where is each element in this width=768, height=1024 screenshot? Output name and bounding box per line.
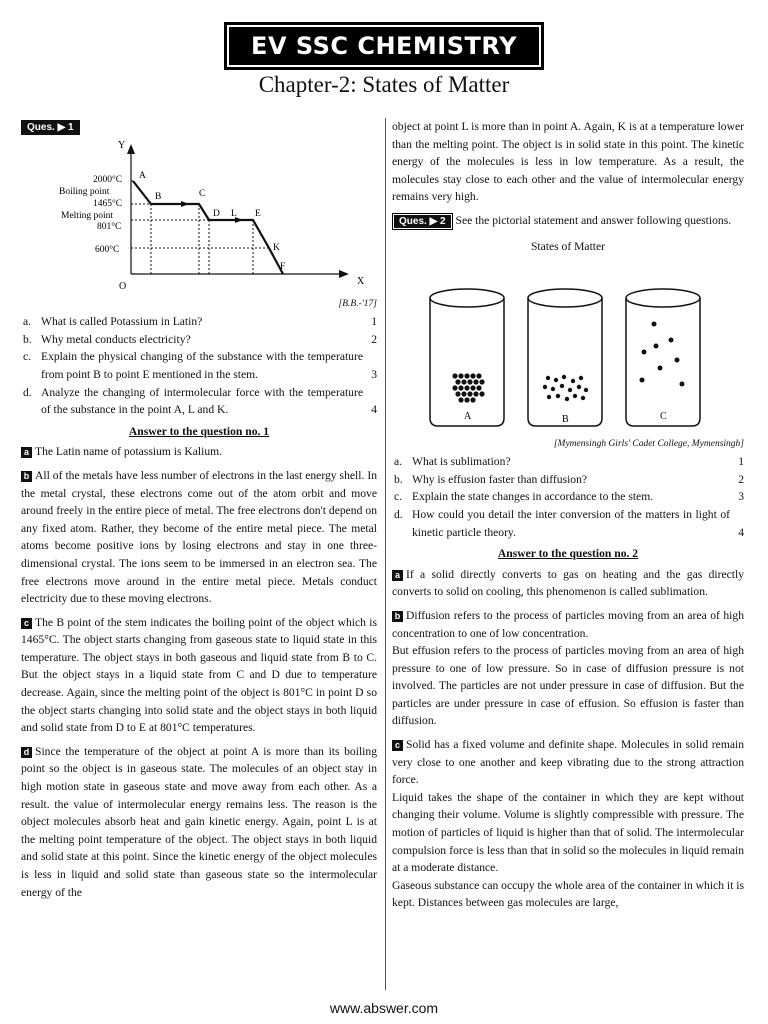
list-item (392, 453, 744, 471)
label-1465: 1465°C (93, 198, 123, 209)
answer-text: Solid has a fixed volume and definite shape. Molecules in solid remain very close to one another and keep vibrating due to the strong attraction force. (392, 738, 744, 787)
item-mark: 4 (371, 403, 377, 417)
answer-text: If a solid directly converts to gas on heating and the gas directly converts to solid on cooling, this phenomenon is called sublimation. (392, 567, 744, 599)
answer-tag: a (392, 570, 403, 581)
item-text: Why is effusion faster than diffusion? (412, 472, 588, 486)
answer-2-heading: Answer to the question no. 2 (497, 547, 639, 561)
item-letter: b. (394, 472, 403, 486)
item-mark: 1 (371, 315, 377, 329)
label-melting-point: Melting point (61, 210, 113, 221)
answer-1d-continuation: object at point L is more than in point A. Again, K is at a temperature lower than the melting point. The object is in solid state in this point. The kinetic energy of the molecules is less in low temperature. As a result, the molecules stay close to each other and the value of intermolecular energy remains very high. (392, 120, 744, 204)
answer-2c (392, 736, 744, 789)
liquid-particles (543, 374, 588, 400)
item-mark: 2 (738, 472, 744, 486)
footer-url: www.abswer.com (329, 1000, 439, 1016)
answer-2a (392, 566, 744, 601)
answer-text: Diffusion refers to the process of particles moving from an area of high concentration to one of low concentration. (392, 608, 744, 640)
beaker-c (626, 289, 700, 426)
answer-1d (21, 743, 377, 901)
item-text: Analyze the changing of intermolecular force with the temperature of the substance in the point A, L and K. (41, 385, 363, 417)
question-1-tag: Ques. ▶ 1 (21, 120, 80, 135)
item-text: What is called Potassium in Latin? (41, 315, 203, 329)
answer-text: The Latin name of potassium is Kalium. (35, 445, 223, 459)
answer-1b (21, 467, 377, 608)
header-banner: EV SSC CHEMISTRY (224, 22, 544, 70)
curve-arrow-1 (181, 201, 189, 207)
answer-1-heading: Answer to the question no. 1 (128, 424, 270, 438)
list-item (21, 313, 377, 331)
item-mark: 3 (738, 490, 744, 504)
item-text: What is sublimation? (412, 455, 511, 469)
item-mark: 2 (371, 332, 377, 346)
beaker-label-b: B (562, 413, 569, 425)
gas-particles (640, 321, 685, 386)
answer-tag: b (392, 611, 403, 622)
point-e: E (255, 208, 261, 219)
right-column (392, 118, 744, 912)
answer-tag: c (21, 618, 32, 629)
label-600: 600°C (95, 244, 120, 255)
column-divider (385, 118, 386, 990)
answer-tag: b (21, 471, 32, 482)
point-c: C (199, 188, 206, 199)
beaker-a (430, 289, 504, 426)
question-2-source: [Mymensingh Girls' Cadet College, Mymensingh] (553, 438, 744, 449)
intro-text: See the pictorial statement and answer following questions. (455, 213, 732, 227)
list-item (392, 506, 744, 541)
y-axis-label: Y (118, 139, 126, 151)
point-b: B (155, 191, 162, 202)
item-mark: 4 (738, 525, 744, 539)
label-2000: 2000°C (93, 174, 123, 185)
question-2-tag: Ques. ▶ 2 (392, 213, 453, 230)
point-l: L (231, 208, 237, 219)
beaker-b (528, 289, 602, 426)
answer-tag: d (21, 747, 32, 758)
answer-text: The B point of the stem indicates the boiling point of the object which is 1465°C. The object starts changing from gaseous state to liquid state in this temperature. The object stays in both gaseous and liquid state from B to C. But the object stays in a liquid state from C and D due to temperature decrease. Again, since the melting point of the object is 801°C in point D so the object starts changing into solid state and the object stays in both liquid and solid state from D to E at 801°C temperatures. (21, 615, 377, 735)
answer-2b (392, 607, 744, 642)
label-boiling-point: Boiling point (59, 186, 110, 197)
left-column (21, 118, 377, 907)
item-letter: c. (394, 490, 403, 504)
figure-title: States of Matter (530, 239, 606, 253)
beaker-label-a: A (464, 410, 472, 422)
point-a: A (139, 170, 146, 181)
beakers-figure (392, 256, 744, 436)
list-item (21, 331, 377, 349)
answer-1a (21, 443, 377, 461)
x-axis-label: X (357, 275, 365, 287)
origin-label: O (119, 280, 127, 292)
chapter-title: Chapter-2: States of Matter (258, 72, 510, 97)
answer-2b-continued: But effusion refers to the process of particles moving from an area of high pressure to one of low pressure. So in case of diffusion pressure is not involved. The particles are not under pressure in case of diffusion. But the particles are under pressure in case of effusion. So effusion is faster than diffusion. (392, 644, 744, 728)
temperature-graph (21, 136, 377, 296)
answer-2c-gas: Gaseous substance can occupy the whole area of the container in which it is kept. Distances between gas molecules are large, (392, 878, 744, 910)
item-text: Explain the physical changing of the substance with the temperature from point B to point E mentioned in the stem. (41, 350, 363, 381)
item-mark: 1 (738, 455, 744, 469)
answer-tag: a (21, 447, 32, 458)
label-801: 801°C (97, 221, 122, 232)
item-letter: d. (23, 385, 32, 399)
item-text: Why metal conducts electricity? (41, 332, 191, 346)
item-letter: b. (23, 332, 32, 346)
item-letter: a. (394, 455, 403, 469)
question-2-intro (392, 212, 744, 230)
item-text: How could you detail the inter conversion of the matters in light of kinetic particle theory. (412, 507, 730, 539)
list-item (392, 471, 744, 489)
answer-1c (21, 614, 377, 737)
item-text: Explain the state changes in accordance to the stem. (412, 490, 654, 504)
list-item (392, 488, 744, 506)
answer-2c-liquid: Liquid takes the shape of the container in which they are kept without changing their volume. Volume is slightly compressible with pressure. The motion of particles of liquid is higher than that of solid. The intermolecular compulsion force is less than that in solid so the molecules in liquid remain at a moderate distance. (392, 790, 744, 875)
answer-text: Since the temperature of the object at point A is more than its boiling point so the object is in gaseous state. The molecules of an object stay in high motion state in gaseous state and move away from each other. As a result. the value of intermolecular energy remains less. The reason is the object molecules absorb heat and gain kinetic energy. Again, point L is at the melting point temperature of the object. The object stays in both liquid and solid state at this point. Since the kinetic energy of the object molecules is less in liquid and solid state than gaseous state so the intermolecular energy of the (21, 744, 377, 899)
beaker-label-c: C (660, 410, 667, 422)
y-axis-arrow (127, 144, 135, 154)
answer-tag: c (392, 740, 403, 751)
point-d: D (213, 208, 220, 219)
point-k: K (273, 242, 280, 253)
answer-text: All of the metals have less number of electrons in the last energy shell. In the metal crystal, these electrons come out of the atom orbit and move around freely in the entire piece of metal. The free electrons don't depend on any fixed atom. Rather, they become of the entire metal piece. The metal atoms become positive ions by losing electrons and stay in one three-dimensional crystal. The ions seem to be immersed in an electron sea. The free electrons move around in the entire metal piece. Metals conduct electricity due to these moving electrons. (21, 468, 377, 606)
list-item (21, 348, 377, 383)
item-mark: 3 (371, 367, 377, 381)
item-letter: d. (394, 507, 403, 521)
list-item (21, 384, 377, 419)
question-2-list (392, 453, 744, 541)
item-letter: c. (23, 350, 32, 364)
solid-particles (452, 373, 484, 402)
question-1-list (21, 313, 377, 419)
item-letter: a. (23, 315, 32, 329)
x-axis-arrow (339, 270, 349, 278)
point-f: F (280, 261, 286, 272)
question-1-source: [B.B.-'17] (338, 298, 377, 309)
